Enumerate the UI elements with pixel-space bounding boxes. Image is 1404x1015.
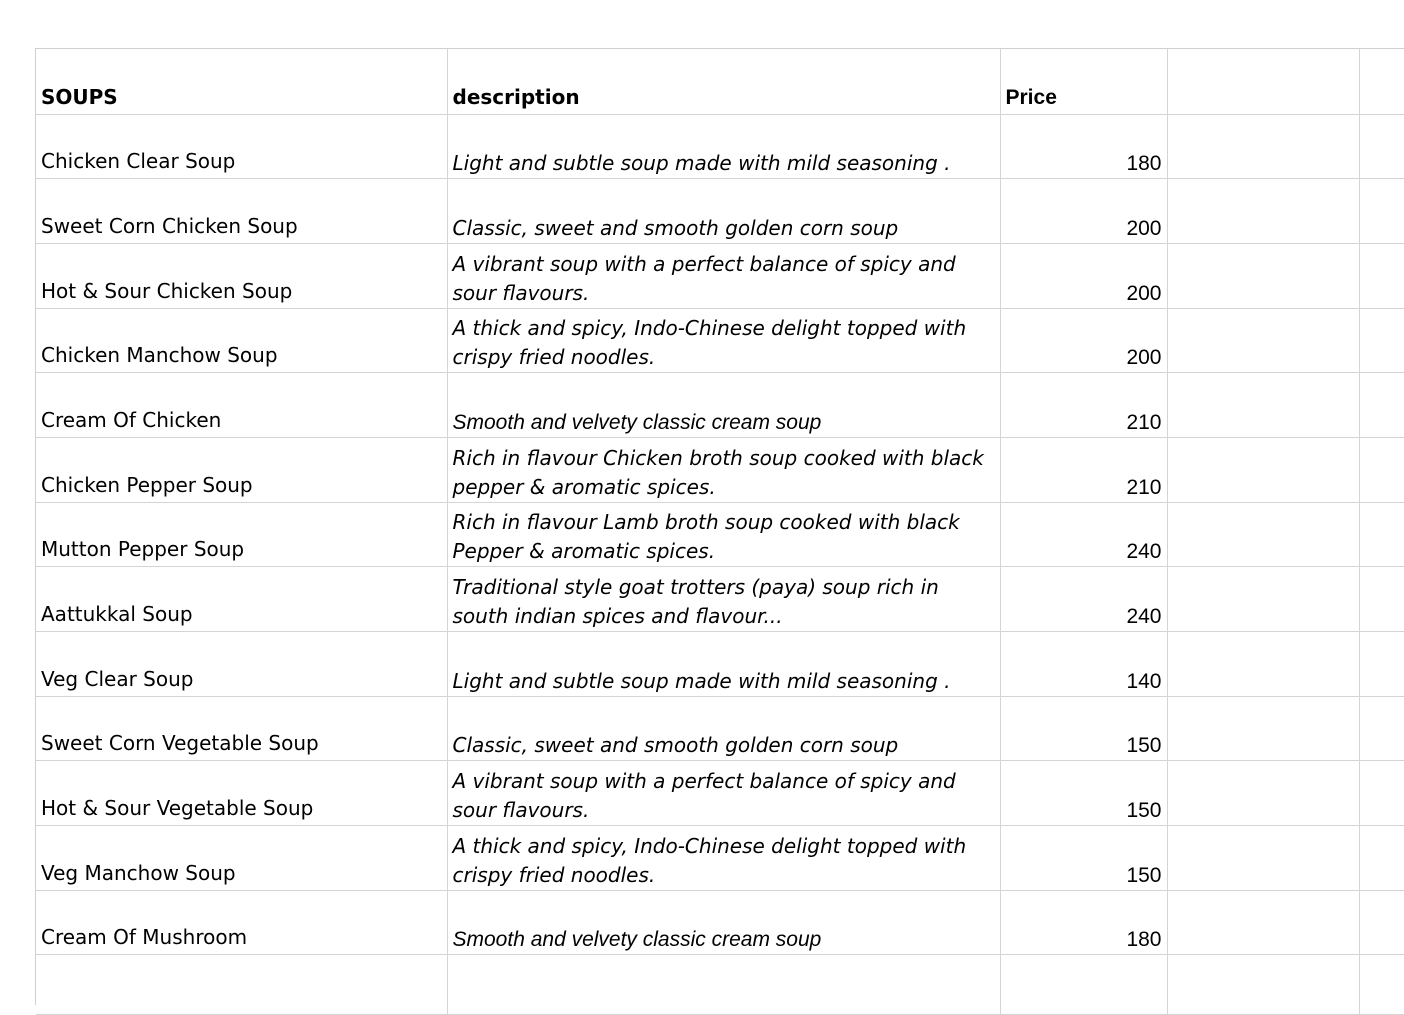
empty-row <box>36 955 1404 1015</box>
item-price: 240 <box>1126 540 1162 564</box>
item-name: Veg Clear Soup <box>41 666 194 691</box>
name-cell[interactable] <box>36 890 447 955</box>
name-cell[interactable] <box>36 179 447 244</box>
price-cell[interactable] <box>1000 179 1167 244</box>
table-row <box>36 890 1404 955</box>
empty-cell[interactable] <box>1359 567 1404 632</box>
table-row <box>36 826 1404 891</box>
empty-cell[interactable] <box>1000 955 1167 1015</box>
name-cell[interactable] <box>36 308 447 373</box>
item-description: Classic, sweet and smooth golden corn soup <box>452 733 899 758</box>
name-cell[interactable] <box>36 567 447 632</box>
description-cell[interactable] <box>447 308 1000 373</box>
name-cell[interactable] <box>36 373 447 438</box>
price-cell[interactable] <box>1000 114 1167 179</box>
table-row <box>36 308 1404 373</box>
description-cell[interactable] <box>447 567 1000 632</box>
item-description: A thick and spicy, Indo-Chinese delight topped with crispy fried noodles. <box>452 833 967 887</box>
empty-cell[interactable] <box>1167 567 1359 632</box>
item-name: Veg Manchow Soup <box>41 860 236 885</box>
empty-cell[interactable] <box>1167 114 1359 179</box>
description-cell[interactable] <box>447 632 1000 697</box>
name-cell[interactable] <box>36 826 447 891</box>
empty-cell[interactable] <box>1359 243 1404 308</box>
price-cell[interactable] <box>1000 243 1167 308</box>
item-price: 140 <box>1126 669 1162 693</box>
empty-cell[interactable] <box>1359 437 1404 502</box>
empty-cell[interactable] <box>1167 890 1359 955</box>
name-cell[interactable] <box>36 632 447 697</box>
empty-cell[interactable] <box>1359 179 1404 244</box>
item-description: Classic, sweet and smooth golden corn soup <box>452 215 899 240</box>
empty-cell[interactable] <box>1359 114 1404 179</box>
item-price: 150 <box>1126 863 1162 887</box>
price-cell[interactable] <box>1000 890 1167 955</box>
header-row <box>36 49 1404 114</box>
name-cell[interactable] <box>36 761 447 826</box>
header-cell-description[interactable] <box>447 49 1000 114</box>
description-cell[interactable] <box>447 761 1000 826</box>
item-price: 180 <box>1126 928 1162 952</box>
price-cell[interactable] <box>1000 632 1167 697</box>
item-name: Sweet Corn Vegetable Soup <box>41 731 319 756</box>
empty-cell[interactable] <box>1167 373 1359 438</box>
price-cell[interactable] <box>1000 761 1167 826</box>
item-name: Aattukkal Soup <box>41 602 193 626</box>
empty-cell[interactable] <box>1167 696 1359 761</box>
item-name: Hot & Sour Chicken Soup <box>41 278 293 303</box>
empty-cell[interactable] <box>1359 49 1404 114</box>
item-description: Light and subtle soup made with mild seasoning . <box>452 668 951 693</box>
item-name: Sweet Corn Chicken Soup <box>41 213 298 238</box>
description-cell[interactable] <box>447 890 1000 955</box>
empty-cell[interactable] <box>1167 437 1359 502</box>
description-cell[interactable] <box>447 502 1000 567</box>
description-cell[interactable] <box>447 114 1000 179</box>
empty-cell[interactable] <box>1359 502 1404 567</box>
empty-cell[interactable] <box>1359 308 1404 373</box>
empty-cell[interactable] <box>1359 696 1404 761</box>
item-name: Chicken Manchow Soup <box>41 343 278 368</box>
spreadsheet-grid <box>35 48 1404 1005</box>
item-description: Traditional style goat trotters (paya) soup rich in south indian spices and flavour... <box>452 575 939 628</box>
table-row <box>36 502 1404 567</box>
description-cell[interactable] <box>447 243 1000 308</box>
empty-cell[interactable] <box>1359 826 1404 891</box>
description-cell[interactable] <box>447 179 1000 244</box>
item-description: Light and subtle soup made with mild seasoning . <box>452 151 951 176</box>
description-cell[interactable] <box>447 373 1000 438</box>
empty-cell[interactable] <box>1359 632 1404 697</box>
empty-cell[interactable] <box>1359 761 1404 826</box>
description-cell[interactable] <box>447 826 1000 891</box>
header-description: description <box>452 84 580 109</box>
table-row <box>36 632 1404 697</box>
table-row <box>36 761 1404 826</box>
empty-cell[interactable] <box>1167 243 1359 308</box>
description-cell[interactable] <box>447 437 1000 502</box>
item-description: Rich in flavour Chicken broth soup cooked with black pepper & aromatic spices. <box>452 445 984 499</box>
price-cell[interactable] <box>1000 308 1167 373</box>
empty-cell[interactable] <box>1167 632 1359 697</box>
item-price: 200 <box>1126 281 1162 305</box>
item-name: Cream Of Chicken <box>41 407 222 432</box>
empty-cell[interactable] <box>1167 502 1359 567</box>
item-name: Mutton Pepper Soup <box>41 537 245 562</box>
empty-cell[interactable] <box>1167 308 1359 373</box>
item-description: Rich in flavour Lamb broth soup cooked with black Pepper & aromatic spices. <box>452 510 960 564</box>
table-row <box>36 373 1404 438</box>
item-name: Cream Of Mushroom <box>41 925 248 950</box>
item-name: Hot & Sour Vegetable Soup <box>41 796 314 821</box>
name-cell[interactable] <box>36 437 447 502</box>
table-row <box>36 114 1404 179</box>
item-description: Smooth and velvety classic cream soup <box>452 410 822 434</box>
name-cell[interactable] <box>36 696 447 761</box>
empty-cell[interactable] <box>1359 890 1404 955</box>
empty-cell[interactable] <box>1167 955 1359 1015</box>
empty-cell[interactable] <box>447 955 1000 1015</box>
table-row <box>36 437 1404 502</box>
item-description: A thick and spicy, Indo-Chinese delight topped with crispy fried noodles. <box>452 316 967 370</box>
menu-table <box>36 49 1404 1015</box>
item-price: 200 <box>1126 346 1162 370</box>
price-cell[interactable] <box>1000 502 1167 567</box>
table-row <box>36 696 1404 761</box>
empty-cell[interactable] <box>1359 373 1404 438</box>
header-price: Price <box>1005 85 1057 109</box>
item-description: Smooth and velvety classic cream soup <box>452 928 822 952</box>
price-cell[interactable] <box>1000 437 1167 502</box>
empty-cell[interactable] <box>1167 49 1359 114</box>
empty-cell[interactable] <box>1167 179 1359 244</box>
empty-cell[interactable] <box>1167 761 1359 826</box>
item-price: 150 <box>1126 799 1162 823</box>
item-price: 210 <box>1126 475 1162 499</box>
header-cell-price[interactable] <box>1000 49 1167 114</box>
item-name: Chicken Clear Soup <box>41 149 236 174</box>
empty-cell[interactable] <box>36 955 447 1015</box>
item-description: A vibrant soup with a perfect balance of spicy and sour flavours. <box>452 769 956 823</box>
item-price: 150 <box>1126 734 1162 758</box>
table-row <box>36 243 1404 308</box>
item-price: 180 <box>1126 152 1162 176</box>
header-soups: SOUPS <box>41 84 118 109</box>
item-price: 200 <box>1126 216 1162 240</box>
price-cell[interactable] <box>1000 373 1167 438</box>
empty-cell[interactable] <box>1167 826 1359 891</box>
item-description: A vibrant soup with a perfect balance of spicy and sour flavours. <box>452 251 956 305</box>
name-cell[interactable] <box>36 114 447 179</box>
empty-cell[interactable] <box>1359 955 1404 1015</box>
price-cell[interactable] <box>1000 696 1167 761</box>
header-cell-name[interactable] <box>36 49 447 114</box>
description-cell[interactable] <box>447 696 1000 761</box>
item-price: 210 <box>1126 410 1162 434</box>
table-row <box>36 567 1404 632</box>
price-cell[interactable] <box>1000 567 1167 632</box>
table-row <box>36 179 1404 244</box>
name-cell[interactable] <box>36 243 447 308</box>
item-price: 240 <box>1126 605 1162 628</box>
item-name: Chicken Pepper Soup <box>41 472 253 497</box>
name-cell[interactable] <box>36 502 447 567</box>
price-cell[interactable] <box>1000 826 1167 891</box>
